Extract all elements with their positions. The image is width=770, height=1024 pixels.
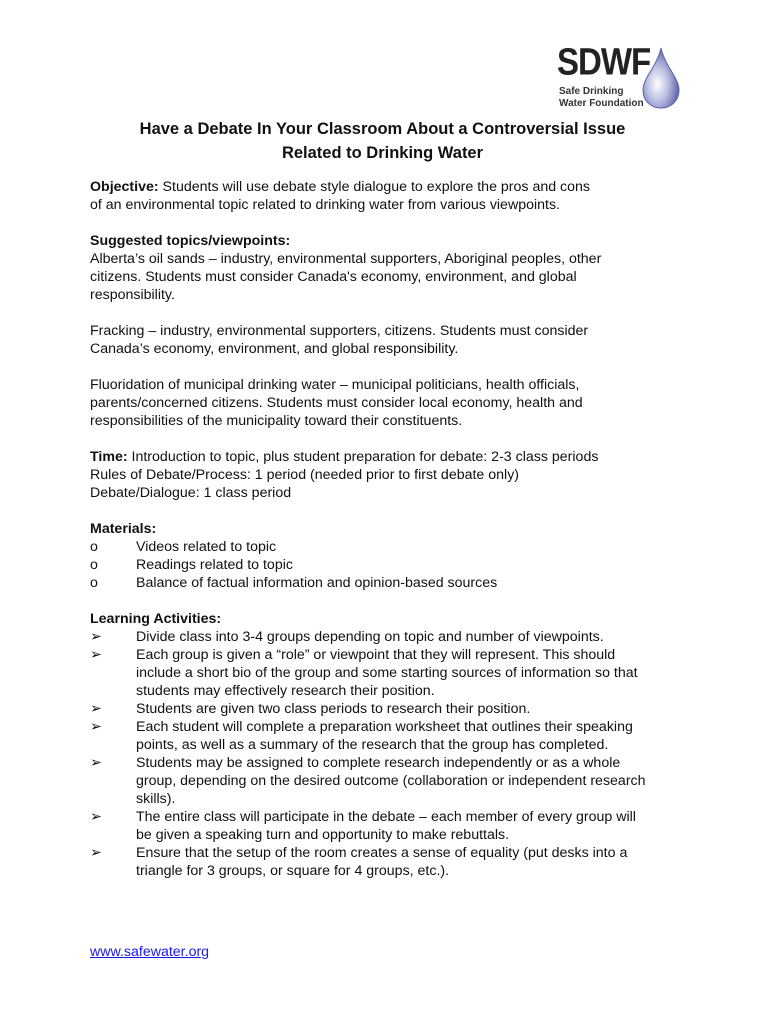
topic-fluoride-line: Fluoridation of municipal drinking water – municipal politicians, health officials, [90,377,580,393]
website-link[interactable]: www.safewater.org [90,944,210,960]
time-text: Introduction to topic, plus student preparation for debate: 2-3 class periods [127,449,599,465]
sdwf-logo [555,40,685,120]
arrow-bullet-icon: ➢ [90,755,102,771]
time-line-3: Debate/Dialogue: 1 class period [90,485,292,501]
logo-line-2: Water Foundation [559,98,644,109]
list-item [90,538,690,556]
page-title [90,117,675,165]
time-line-1 [90,448,690,466]
list-item [90,754,690,808]
material-item: Balance of factual information and opinion-based sources [136,575,498,591]
circle-bullet-icon: o [90,557,98,573]
list-item [90,556,690,574]
activity-line: Students may be assigned to complete research independently or as a whole [136,755,621,771]
topic-fluoride-line: responsibilities of the municipality toward their constituents. [90,413,463,429]
list-item [90,718,690,754]
topic-fracking-line: Canada’s economy, environment, and global responsibility. [90,341,459,357]
topics-heading: Suggested topics/viewpoints: [90,233,291,249]
arrow-bullet-icon: ➢ [90,719,102,735]
list-item [90,844,690,880]
document-body [90,178,690,880]
topic-fluoride-line: parents/concerned citizens. Students must consider local economy, health and [90,395,583,411]
arrow-bullet-icon: ➢ [90,845,102,861]
list-item [90,574,690,592]
activity-line: Students are given two class periods to research their position. [136,701,531,717]
activity-line: students may effectively research their position. [136,683,435,699]
topic-oil-line: responsibility. [90,287,175,303]
title-line-2: Related to Drinking Water [281,144,484,162]
activity-line: Ensure that the setup of the room creates a sense of equality (put desks into a [136,845,628,861]
list-item [90,646,690,700]
topic-oil-line: Alberta’s oil sands – industry, environmental supporters, Aboriginal peoples, other [90,251,602,267]
list-item [90,700,690,718]
activity-line: Each group is given a “role” or viewpoint that they will represent. This should [136,647,616,663]
activity-line: Divide class into 3-4 groups depending on topic and number of viewpoints. [136,629,604,645]
objective-text: Students will use debate style dialogue to explore the pros and cons [158,179,591,195]
time-label: Time: [90,449,128,465]
circle-bullet-icon: o [90,539,98,555]
list-item [90,628,690,646]
activity-line: Each student will complete a preparation worksheet that outlines their speaking [136,719,633,735]
circle-bullet-icon: o [90,575,98,591]
objective-label: Objective: [90,179,159,195]
arrow-bullet-icon: ➢ [90,701,102,717]
topic-fracking-line: Fracking – industry, environmental supporters, citizens. Students must consider [90,323,589,339]
arrow-bullet-icon: ➢ [90,809,102,825]
activities-heading: Learning Activities: [90,611,222,627]
logo-acronym: SDWF [557,40,651,83]
objective-line-1 [90,178,690,196]
list-item [90,808,690,844]
activity-line: group, depending on the desired outcome (collaboration or independent research [136,773,646,789]
arrow-bullet-icon: ➢ [90,629,102,645]
activity-line: triangle for 3 groups, or square for 4 groups, etc.). [136,863,450,879]
arrow-bullet-icon: ➢ [90,647,102,663]
logo-line-1: Safe Drinking [559,86,624,97]
activity-line: include a short bio of the group and some starting sources of information so that [136,665,638,681]
material-item: Videos related to topic [136,539,277,555]
objective-line-2: of an environmental topic related to drinking water from various viewpoints. [90,197,560,213]
material-item: Readings related to topic [136,557,293,573]
topic-oil-line: citizens. Students must consider Canada's economy, environment, and global [90,269,577,285]
water-drop-icon [639,46,683,110]
activity-line: points, as well as a summary of the research that the group has completed. [136,737,609,753]
materials-heading: Materials: [90,521,157,537]
activity-line: skills). [136,791,176,807]
activity-line: The entire class will participate in the debate – each member of every group will [136,809,636,825]
time-line-2: Rules of Debate/Process: 1 period (needed prior to first debate only) [90,467,520,483]
activity-line: be given a speaking turn and opportunity to make rebuttals. [136,827,510,843]
title-line-1: Have a Debate In Your Classroom About a Controversial Issue [139,120,626,138]
